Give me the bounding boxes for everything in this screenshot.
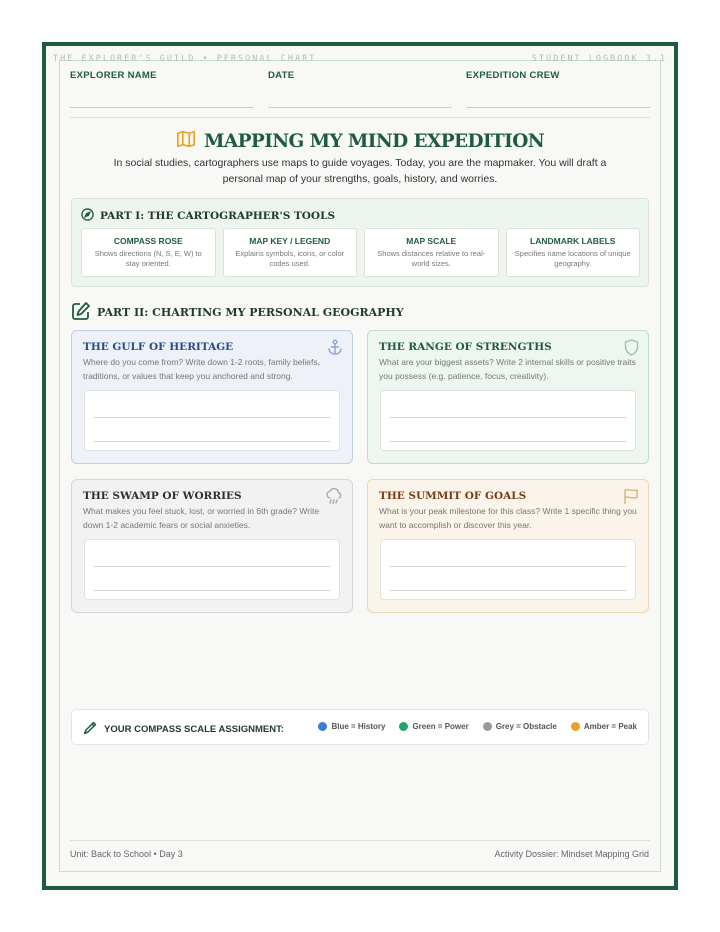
section-heading bbox=[81, 208, 335, 224]
legend-label: Amber = Peak bbox=[583, 722, 637, 731]
expedition-crew-field[interactable] bbox=[466, 70, 650, 112]
write-line bbox=[94, 566, 330, 567]
card-title: THE GULF OF HERITAGE bbox=[83, 341, 234, 353]
field-label: DATE bbox=[268, 70, 295, 81]
intro-text: In social studies, cartographers use maps to guide voyages. Today, you are the mapmaker. You will draft a personal map of your strengths, goals, history, and worries. bbox=[113, 157, 607, 185]
write-line bbox=[390, 417, 626, 418]
write-line bbox=[390, 441, 626, 442]
tool-title: COMPASS ROSE bbox=[113, 236, 183, 246]
card-desc: Where do you come from? Write down 1-2 roots, family beliefs, traditions, or values that keep you anchored and strong. bbox=[83, 357, 320, 381]
tool-title: MAP KEY / LEGEND bbox=[249, 236, 331, 246]
tool-desc: Specifies name locations of unique geography. bbox=[514, 249, 631, 268]
write-line[interactable] bbox=[466, 107, 650, 108]
tool-card bbox=[506, 228, 641, 277]
field-label: EXPEDITION CREW bbox=[466, 70, 560, 81]
legend-item bbox=[318, 722, 385, 731]
shield-icon bbox=[624, 339, 639, 361]
card-title: THE SUMMIT OF GOALS bbox=[379, 490, 527, 502]
card-desc: What are your biggest assets? Write 2 internal skills or positive traits you possess (e.g. patience, focus, creativity). bbox=[379, 357, 636, 381]
tools-grid bbox=[81, 228, 640, 277]
footer-dossier: Activity Dossier: Mindset Mapping Grid bbox=[494, 849, 649, 859]
explorer-name-field[interactable] bbox=[70, 70, 254, 112]
answer-box[interactable] bbox=[380, 539, 636, 600]
date-field[interactable] bbox=[268, 70, 452, 112]
edit-icon bbox=[71, 301, 91, 324]
field-label: EXPLORER NAME bbox=[70, 70, 157, 81]
section-heading-text: PART I: THE CARTOGRAPHER'S TOOLS bbox=[100, 210, 336, 222]
map-icon bbox=[176, 130, 196, 153]
flag-icon bbox=[623, 488, 639, 510]
legend-item bbox=[571, 722, 637, 731]
worries-card bbox=[71, 479, 353, 613]
footer-divider bbox=[70, 840, 650, 841]
goals-card bbox=[367, 479, 649, 613]
card-title: THE SWAMP OF WORRIES bbox=[83, 490, 242, 502]
assignment-label-text: YOUR COMPASS SCALE ASSIGNMENT: bbox=[104, 724, 284, 735]
tool-title: LANDMARK LABELS bbox=[530, 236, 616, 246]
section-heading bbox=[71, 301, 404, 324]
legend-item bbox=[483, 722, 557, 731]
assignment-bar bbox=[71, 709, 649, 745]
write-line bbox=[94, 417, 330, 418]
card-desc: What makes you feel stuck, lost, or worried in 6th grade? Write down 1-2 academic fears or social anxieties. bbox=[83, 506, 320, 530]
write-line bbox=[94, 590, 330, 591]
tool-card bbox=[364, 228, 499, 277]
anchor-icon bbox=[327, 339, 343, 361]
legend-item bbox=[399, 722, 468, 731]
header-strip-right: STUDENT LOGBOOK 3.1 bbox=[531, 54, 667, 64]
amber-dot-icon bbox=[571, 722, 580, 731]
write-line bbox=[94, 441, 330, 442]
heritage-card bbox=[71, 330, 353, 464]
section-heading-text: PART II: CHARTING MY PERSONAL GEOGRAPHY bbox=[97, 306, 404, 319]
student-info-fields bbox=[70, 70, 650, 112]
answer-box[interactable] bbox=[380, 390, 636, 451]
header-divider bbox=[70, 117, 650, 118]
tool-desc: Shows directions (N, S, E, W) to stay oriented. bbox=[94, 249, 202, 268]
grey-dot-icon bbox=[483, 722, 492, 731]
cloud-rain-icon bbox=[325, 488, 343, 510]
strengths-card bbox=[367, 330, 649, 464]
tool-desc: Shows distances relative to real-world sizes. bbox=[377, 249, 486, 268]
compass-icon bbox=[81, 208, 94, 224]
footer-unit: Unit: Back to School • Day 3 bbox=[70, 849, 183, 859]
card-desc: What is your peak milestone for this class? Write 1 specific thing you want to accomplish or discover this year. bbox=[379, 506, 637, 530]
tools-section bbox=[71, 198, 649, 287]
header-strip-left: THE EXPLORER'S GUILD • PERSONAL CHART bbox=[53, 54, 317, 64]
tool-desc: Explains symbols, icons, or color codes used. bbox=[235, 249, 345, 268]
legend-label: Grey = Obstacle bbox=[495, 722, 557, 731]
tool-card bbox=[223, 228, 358, 277]
page-title: MAPPING MY MIND EXPEDITION bbox=[203, 131, 545, 152]
answer-box[interactable] bbox=[84, 539, 340, 600]
tool-title: MAP SCALE bbox=[406, 236, 457, 246]
green-dot-icon bbox=[399, 722, 408, 731]
write-line[interactable] bbox=[268, 107, 452, 108]
legend-label: Blue = History bbox=[331, 722, 386, 731]
write-line bbox=[390, 590, 626, 591]
assignment-label bbox=[83, 721, 284, 738]
blue-dot-icon bbox=[318, 722, 327, 731]
answer-box[interactable] bbox=[84, 390, 340, 451]
write-line bbox=[390, 566, 626, 567]
tool-card bbox=[81, 228, 216, 277]
pen-icon bbox=[83, 721, 97, 738]
card-title: THE RANGE OF STRENGTHS bbox=[379, 341, 552, 353]
color-legend bbox=[318, 722, 637, 731]
legend-label: Green = Power bbox=[412, 722, 469, 731]
title-row bbox=[0, 130, 720, 153]
write-line[interactable] bbox=[70, 107, 254, 108]
